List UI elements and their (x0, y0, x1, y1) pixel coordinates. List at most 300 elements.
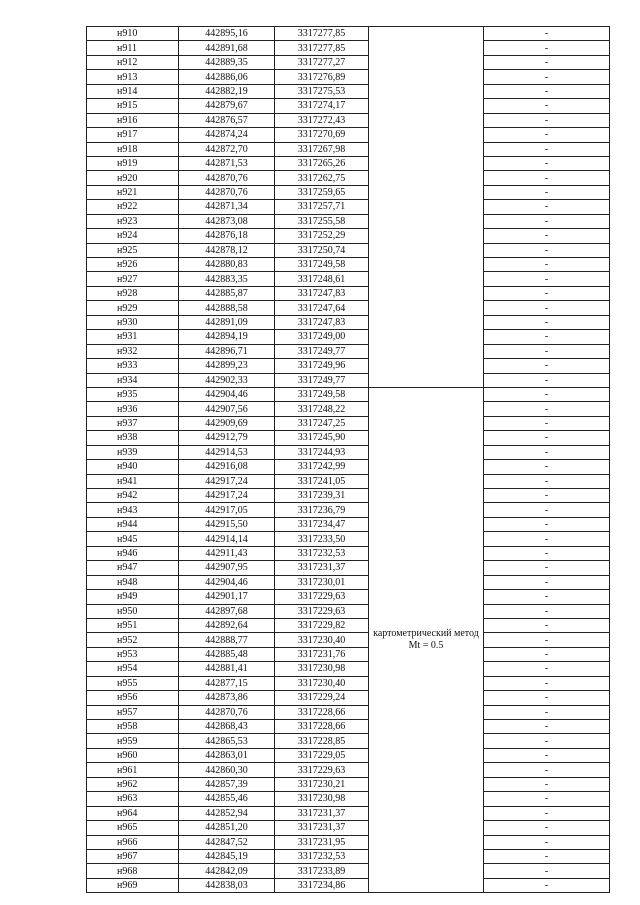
table-row (87, 445, 610, 459)
point-id-cell: н925 (87, 243, 179, 257)
x-coordinate-cell: 442879,67 (179, 99, 275, 113)
x-coordinate-cell: 442871,53 (179, 156, 275, 170)
x-coordinate-cell: 442891,68 (179, 41, 275, 55)
table-row (87, 777, 610, 791)
table-row (87, 330, 610, 344)
x-coordinate-cell: 442851,20 (179, 821, 275, 835)
x-coordinate-cell: 442891,09 (179, 315, 275, 329)
y-coordinate-cell: 3317252,29 (275, 229, 369, 243)
table-row (87, 705, 610, 719)
dash-cell: - (484, 691, 610, 705)
table-row (87, 113, 610, 127)
point-id-cell: н924 (87, 229, 179, 243)
point-id-cell: н952 (87, 633, 179, 647)
table-row (87, 99, 610, 113)
dash-cell: - (484, 604, 610, 618)
x-coordinate-cell: 442917,05 (179, 503, 275, 517)
y-coordinate-cell: 3317265,26 (275, 156, 369, 170)
y-coordinate-cell: 3317249,00 (275, 330, 369, 344)
y-coordinate-cell: 3317232,53 (275, 849, 369, 863)
table-row (87, 503, 610, 517)
point-id-cell: н932 (87, 344, 179, 358)
table-row (87, 200, 610, 214)
x-coordinate-cell: 442904,46 (179, 387, 275, 401)
x-coordinate-cell: 442876,18 (179, 229, 275, 243)
y-coordinate-cell: 3317242,99 (275, 460, 369, 474)
y-coordinate-cell: 3317277,27 (275, 55, 369, 69)
table-row (87, 532, 610, 546)
point-id-cell: н947 (87, 561, 179, 575)
dash-cell: - (484, 41, 610, 55)
y-coordinate-cell: 3317247,64 (275, 301, 369, 315)
table-row (87, 142, 610, 156)
table-row (87, 359, 610, 373)
point-id-cell: н928 (87, 286, 179, 300)
point-id-cell: н933 (87, 359, 179, 373)
table-row (87, 734, 610, 748)
point-id-cell: н957 (87, 705, 179, 719)
method-cell (369, 27, 484, 388)
point-id-cell: н955 (87, 676, 179, 690)
x-coordinate-cell: 442902,33 (179, 373, 275, 387)
point-id-cell: н943 (87, 503, 179, 517)
dash-cell: - (484, 748, 610, 762)
point-id-cell: н941 (87, 474, 179, 488)
dash-cell: - (484, 633, 610, 647)
dash-cell: - (484, 705, 610, 719)
x-coordinate-cell: 442883,35 (179, 272, 275, 286)
point-id-cell: н917 (87, 128, 179, 142)
y-coordinate-cell: 3317249,58 (275, 387, 369, 401)
point-id-cell: н929 (87, 301, 179, 315)
y-coordinate-cell: 3317250,74 (275, 243, 369, 257)
y-coordinate-cell: 3317262,75 (275, 171, 369, 185)
point-id-cell: н964 (87, 806, 179, 820)
table-row (87, 460, 610, 474)
point-id-cell: н940 (87, 460, 179, 474)
y-coordinate-cell: 3317230,40 (275, 633, 369, 647)
x-coordinate-cell: 442865,53 (179, 734, 275, 748)
point-id-cell: н967 (87, 849, 179, 863)
x-coordinate-cell: 442878,12 (179, 243, 275, 257)
point-id-cell: н919 (87, 156, 179, 170)
table-row (87, 55, 610, 69)
point-id-cell: н912 (87, 55, 179, 69)
point-id-cell: н965 (87, 821, 179, 835)
y-coordinate-cell: 3317259,65 (275, 185, 369, 199)
x-coordinate-cell: 442892,64 (179, 618, 275, 632)
x-coordinate-cell: 442885,48 (179, 647, 275, 661)
table-row (87, 590, 610, 604)
x-coordinate-cell: 442916,08 (179, 460, 275, 474)
y-coordinate-cell: 3317247,83 (275, 315, 369, 329)
x-coordinate-cell: 442909,69 (179, 416, 275, 430)
x-coordinate-cell: 442838,03 (179, 878, 275, 892)
x-coordinate-cell: 442882,19 (179, 84, 275, 98)
table-row (87, 344, 610, 358)
x-coordinate-cell: 442911,43 (179, 546, 275, 560)
x-coordinate-cell: 442881,41 (179, 662, 275, 676)
table-row (87, 272, 610, 286)
y-coordinate-cell: 3317229,24 (275, 691, 369, 705)
point-id-cell: н945 (87, 532, 179, 546)
y-coordinate-cell: 3317231,37 (275, 806, 369, 820)
table-row (87, 185, 610, 199)
point-id-cell: н927 (87, 272, 179, 286)
dash-cell: - (484, 156, 610, 170)
point-id-cell: н930 (87, 315, 179, 329)
table-row (87, 835, 610, 849)
dash-cell: - (484, 373, 610, 387)
y-coordinate-cell: 3317230,40 (275, 676, 369, 690)
x-coordinate-cell: 442899,23 (179, 359, 275, 373)
point-id-cell: н918 (87, 142, 179, 156)
dash-cell: - (484, 590, 610, 604)
table-row (87, 474, 610, 488)
dash-cell: - (484, 503, 610, 517)
coordinates-table-body (87, 27, 610, 893)
coordinates-table (86, 26, 610, 893)
point-id-cell: н961 (87, 763, 179, 777)
x-coordinate-cell: 442876,57 (179, 113, 275, 127)
x-coordinate-cell: 442857,39 (179, 777, 275, 791)
y-coordinate-cell: 3317231,76 (275, 647, 369, 661)
dash-cell: - (484, 720, 610, 734)
table-row (87, 792, 610, 806)
table-row (87, 561, 610, 575)
point-id-cell: н936 (87, 402, 179, 416)
dash-cell: - (484, 792, 610, 806)
dash-cell: - (484, 55, 610, 69)
dash-cell: - (484, 647, 610, 661)
dash-cell: - (484, 662, 610, 676)
table-row (87, 301, 610, 315)
dash-cell: - (484, 315, 610, 329)
point-id-cell: н949 (87, 590, 179, 604)
dash-cell: - (484, 431, 610, 445)
point-id-cell: н946 (87, 546, 179, 560)
x-coordinate-cell: 442912,79 (179, 431, 275, 445)
x-coordinate-cell: 442897,68 (179, 604, 275, 618)
dash-cell: - (484, 27, 610, 41)
y-coordinate-cell: 3317274,17 (275, 99, 369, 113)
point-id-cell: н951 (87, 618, 179, 632)
x-coordinate-cell: 442915,50 (179, 517, 275, 531)
dash-cell: - (484, 763, 610, 777)
y-coordinate-cell: 3317229,05 (275, 748, 369, 762)
point-id-cell: н914 (87, 84, 179, 98)
x-coordinate-cell: 442904,46 (179, 575, 275, 589)
y-coordinate-cell: 3317233,89 (275, 864, 369, 878)
y-coordinate-cell: 3317231,95 (275, 835, 369, 849)
x-coordinate-cell: 442894,19 (179, 330, 275, 344)
point-id-cell: н935 (87, 387, 179, 401)
x-coordinate-cell: 442871,34 (179, 200, 275, 214)
x-coordinate-cell: 442901,17 (179, 590, 275, 604)
dash-cell: - (484, 113, 610, 127)
point-id-cell: н920 (87, 171, 179, 185)
table-row (87, 748, 610, 762)
table-row (87, 214, 610, 228)
dash-cell: - (484, 864, 610, 878)
table-row (87, 373, 610, 387)
point-id-cell: н959 (87, 734, 179, 748)
x-coordinate-cell: 442886,06 (179, 70, 275, 84)
point-id-cell: н956 (87, 691, 179, 705)
y-coordinate-cell: 3317275,53 (275, 84, 369, 98)
table-row (87, 156, 610, 170)
table-row (87, 676, 610, 690)
y-coordinate-cell: 3317236,79 (275, 503, 369, 517)
point-id-cell: н963 (87, 792, 179, 806)
y-coordinate-cell: 3317272,43 (275, 113, 369, 127)
x-coordinate-cell: 442889,35 (179, 55, 275, 69)
dash-cell: - (484, 676, 610, 690)
table-row (87, 662, 610, 676)
x-coordinate-cell: 442914,53 (179, 445, 275, 459)
dash-cell: - (484, 849, 610, 863)
dash-cell: - (484, 229, 610, 243)
table-row (87, 546, 610, 560)
y-coordinate-cell: 3317230,98 (275, 662, 369, 676)
dash-cell: - (484, 214, 610, 228)
point-id-cell: н915 (87, 99, 179, 113)
x-coordinate-cell: 442914,14 (179, 532, 275, 546)
table-row (87, 517, 610, 531)
x-coordinate-cell: 442872,70 (179, 142, 275, 156)
y-coordinate-cell: 3317230,98 (275, 792, 369, 806)
y-coordinate-cell: 3317270,69 (275, 128, 369, 142)
x-coordinate-cell: 442873,86 (179, 691, 275, 705)
table-row (87, 229, 610, 243)
dash-cell: - (484, 618, 610, 632)
dash-cell: - (484, 835, 610, 849)
y-coordinate-cell: 3317229,63 (275, 604, 369, 618)
point-id-cell: н913 (87, 70, 179, 84)
dash-cell: - (484, 445, 610, 459)
table-row (87, 691, 610, 705)
y-coordinate-cell: 3317234,47 (275, 517, 369, 531)
table-row (87, 806, 610, 820)
point-id-cell: н944 (87, 517, 179, 531)
table-row (87, 84, 610, 98)
y-coordinate-cell: 3317232,53 (275, 546, 369, 560)
method-cell: картометрический метод Mt = 0.5 (369, 387, 484, 892)
y-coordinate-cell: 3317255,58 (275, 214, 369, 228)
table-row (87, 489, 610, 503)
dash-cell: - (484, 387, 610, 401)
dash-cell: - (484, 546, 610, 560)
y-coordinate-cell: 3317228,66 (275, 720, 369, 734)
x-coordinate-cell: 442874,24 (179, 128, 275, 142)
dash-cell: - (484, 344, 610, 358)
table-row (87, 315, 610, 329)
x-coordinate-cell: 442907,56 (179, 402, 275, 416)
table-row (87, 243, 610, 257)
point-id-cell: н953 (87, 647, 179, 661)
table-row (87, 633, 610, 647)
table-row (87, 618, 610, 632)
x-coordinate-cell: 442868,43 (179, 720, 275, 734)
x-coordinate-cell: 442855,46 (179, 792, 275, 806)
x-coordinate-cell: 442877,15 (179, 676, 275, 690)
x-coordinate-cell: 442880,83 (179, 258, 275, 272)
x-coordinate-cell: 442870,76 (179, 705, 275, 719)
y-coordinate-cell: 3317277,85 (275, 41, 369, 55)
y-coordinate-cell: 3317247,25 (275, 416, 369, 430)
dash-cell: - (484, 142, 610, 156)
point-id-cell: н960 (87, 748, 179, 762)
x-coordinate-cell: 442917,24 (179, 474, 275, 488)
dash-cell: - (484, 821, 610, 835)
table-row (87, 286, 610, 300)
x-coordinate-cell: 442860,30 (179, 763, 275, 777)
dash-cell: - (484, 575, 610, 589)
dash-cell: - (484, 460, 610, 474)
y-coordinate-cell: 3317239,31 (275, 489, 369, 503)
dash-cell: - (484, 777, 610, 791)
y-coordinate-cell: 3317230,01 (275, 575, 369, 589)
y-coordinate-cell: 3317231,37 (275, 561, 369, 575)
x-coordinate-cell: 442917,24 (179, 489, 275, 503)
y-coordinate-cell: 3317249,77 (275, 344, 369, 358)
x-coordinate-cell: 442888,77 (179, 633, 275, 647)
dash-cell: - (484, 474, 610, 488)
table-row (87, 171, 610, 185)
point-id-cell: н934 (87, 373, 179, 387)
dash-cell: - (484, 70, 610, 84)
dash-cell: - (484, 84, 610, 98)
dash-cell: - (484, 734, 610, 748)
y-coordinate-cell: 3317233,50 (275, 532, 369, 546)
y-coordinate-cell: 3317249,96 (275, 359, 369, 373)
point-id-cell: н958 (87, 720, 179, 734)
point-id-cell: н921 (87, 185, 179, 199)
y-coordinate-cell: 3317249,58 (275, 258, 369, 272)
point-id-cell: н948 (87, 575, 179, 589)
table-row (87, 647, 610, 661)
table-row (87, 575, 610, 589)
dash-cell: - (484, 878, 610, 892)
dash-cell: - (484, 243, 610, 257)
table-row (87, 41, 610, 55)
x-coordinate-cell: 442870,76 (179, 185, 275, 199)
dash-cell: - (484, 806, 610, 820)
x-coordinate-cell: 442845,19 (179, 849, 275, 863)
x-coordinate-cell: 442870,76 (179, 171, 275, 185)
table-row (87, 431, 610, 445)
dash-cell: - (484, 286, 610, 300)
x-coordinate-cell: 442852,94 (179, 806, 275, 820)
y-coordinate-cell: 3317229,63 (275, 590, 369, 604)
dash-cell: - (484, 416, 610, 430)
dash-cell: - (484, 258, 610, 272)
dash-cell: - (484, 489, 610, 503)
point-id-cell: н962 (87, 777, 179, 791)
dash-cell: - (484, 99, 610, 113)
y-coordinate-cell: 3317234,86 (275, 878, 369, 892)
table-row (87, 878, 610, 892)
y-coordinate-cell: 3317228,66 (275, 705, 369, 719)
x-coordinate-cell: 442847,52 (179, 835, 275, 849)
table-row (87, 864, 610, 878)
point-id-cell: н966 (87, 835, 179, 849)
point-id-cell: н910 (87, 27, 179, 41)
y-coordinate-cell: 3317229,63 (275, 763, 369, 777)
table-row (87, 821, 610, 835)
table-row (87, 258, 610, 272)
point-id-cell: н954 (87, 662, 179, 676)
y-coordinate-cell: 3317249,77 (275, 373, 369, 387)
table-row (87, 70, 610, 84)
dash-cell: - (484, 402, 610, 416)
x-coordinate-cell: 442863,01 (179, 748, 275, 762)
point-id-cell: н911 (87, 41, 179, 55)
dash-cell: - (484, 330, 610, 344)
point-id-cell: н939 (87, 445, 179, 459)
x-coordinate-cell: 442895,16 (179, 27, 275, 41)
y-coordinate-cell: 3317248,22 (275, 402, 369, 416)
y-coordinate-cell: 3317276,89 (275, 70, 369, 84)
y-coordinate-cell: 3317277,85 (275, 27, 369, 41)
x-coordinate-cell: 442888,58 (179, 301, 275, 315)
y-coordinate-cell: 3317245,90 (275, 431, 369, 445)
dash-cell: - (484, 301, 610, 315)
dash-cell: - (484, 185, 610, 199)
y-coordinate-cell: 3317267,98 (275, 142, 369, 156)
table-row (87, 402, 610, 416)
table-row (87, 27, 610, 41)
table-row (87, 387, 610, 401)
y-coordinate-cell: 3317244,93 (275, 445, 369, 459)
table-row (87, 128, 610, 142)
y-coordinate-cell: 3317257,71 (275, 200, 369, 214)
table-row (87, 849, 610, 863)
y-coordinate-cell: 3317228,85 (275, 734, 369, 748)
dash-cell: - (484, 359, 610, 373)
dash-cell: - (484, 517, 610, 531)
point-id-cell: н942 (87, 489, 179, 503)
dash-cell: - (484, 561, 610, 575)
x-coordinate-cell: 442907,95 (179, 561, 275, 575)
point-id-cell: н969 (87, 878, 179, 892)
point-id-cell: н923 (87, 214, 179, 228)
point-id-cell: н922 (87, 200, 179, 214)
x-coordinate-cell: 442873,08 (179, 214, 275, 228)
dash-cell: - (484, 128, 610, 142)
y-coordinate-cell: 3317247,83 (275, 286, 369, 300)
y-coordinate-cell: 3317248,61 (275, 272, 369, 286)
point-id-cell: н968 (87, 864, 179, 878)
point-id-cell: н931 (87, 330, 179, 344)
y-coordinate-cell: 3317230,21 (275, 777, 369, 791)
y-coordinate-cell: 3317231,37 (275, 821, 369, 835)
point-id-cell: н916 (87, 113, 179, 127)
dash-cell: - (484, 200, 610, 214)
table-row (87, 720, 610, 734)
table-row (87, 763, 610, 777)
y-coordinate-cell: 3317241,05 (275, 474, 369, 488)
point-id-cell: н926 (87, 258, 179, 272)
dash-cell: - (484, 171, 610, 185)
point-id-cell: н950 (87, 604, 179, 618)
x-coordinate-cell: 442885,87 (179, 286, 275, 300)
x-coordinate-cell: 442842,09 (179, 864, 275, 878)
point-id-cell: н937 (87, 416, 179, 430)
y-coordinate-cell: 3317229,82 (275, 618, 369, 632)
table-row (87, 416, 610, 430)
dash-cell: - (484, 272, 610, 286)
